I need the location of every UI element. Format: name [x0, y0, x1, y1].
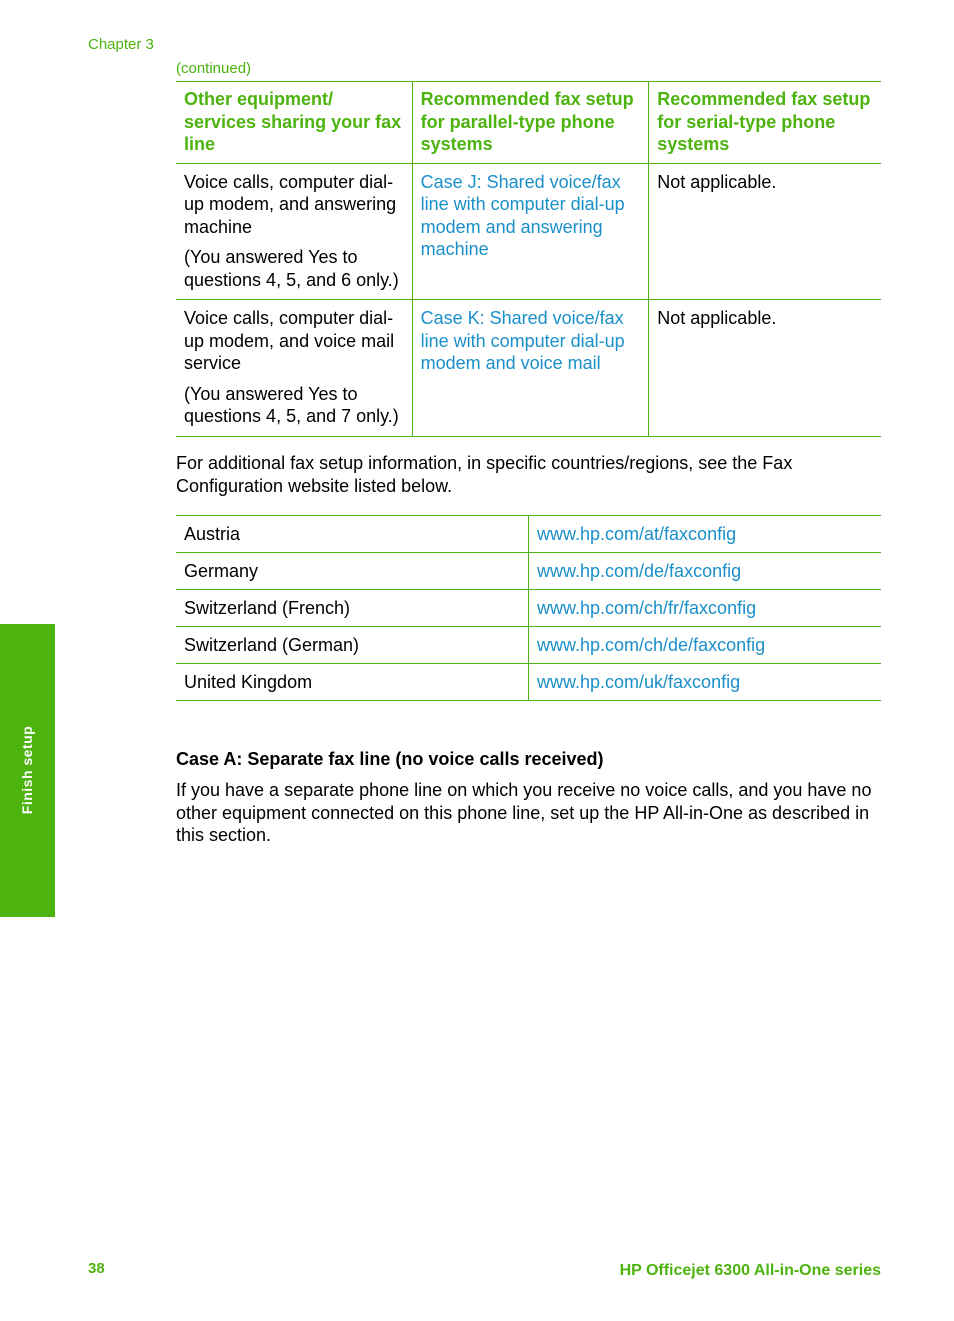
- country-cell: Germany: [176, 553, 529, 590]
- equipment-text: Voice calls, computer dial-up modem, and answering machine: [184, 171, 397, 237]
- intro-paragraph: For additional fax setup information, in specific countries/regions, see the Fax Configuration website listed below.: [176, 453, 793, 496]
- table-row: [176, 516, 881, 553]
- table-row: [176, 553, 881, 590]
- equipment-note: (You answered Yes to questions 4, 5, and 6 only.): [184, 247, 399, 290]
- fax-setup-table: [176, 81, 881, 437]
- fax-config-websites-table: [176, 515, 881, 701]
- case-k-link[interactable]: Case K: Shared voice/fax line with computer dial-up modem and voice mail: [420, 308, 625, 373]
- equipment-text: Voice calls, computer dial-up modem, and voice mail service: [184, 308, 395, 373]
- serial-cell: Not applicable.: [649, 300, 881, 437]
- table-header-row: [176, 82, 881, 164]
- column-header-equipment: Other equipment/ services sharing your fax line: [176, 82, 412, 164]
- website-link[interactable]: www.hp.com/uk/faxconfig: [529, 664, 882, 701]
- table-row: [176, 627, 881, 664]
- column-header-parallel: Recommended fax setup for parallel-type phone systems: [412, 82, 649, 164]
- chapter-label: Chapter 3: [88, 36, 154, 53]
- column-header-serial: Recommended fax setup for serial-type phone systems: [649, 82, 881, 164]
- product-name: HP Officejet 6300 All-in-One series: [619, 1262, 881, 1279]
- equipment-note: (You answered Yes to questions 4, 5, and 7 only.): [184, 383, 399, 426]
- case-j-link[interactable]: Case J: Shared voice/fax line with computer dial-up modem and answering machine: [420, 171, 625, 259]
- country-cell: Switzerland (French): [176, 590, 529, 627]
- case-a-body: If you have a separate phone line on which you receive no voice calls, and you have no other equipment connected on this phone line, set up the HP All-in-One as described in this section.: [176, 780, 872, 845]
- continued-label: (continued): [176, 60, 252, 77]
- table-row: [176, 300, 881, 437]
- table-row: [176, 664, 881, 701]
- parallel-cell: [412, 163, 649, 300]
- equipment-cell: [176, 163, 412, 300]
- website-link[interactable]: www.hp.com/ch/fr/faxconfig: [529, 590, 882, 627]
- page-number: 38: [88, 1260, 105, 1277]
- country-cell: United Kingdom: [176, 664, 529, 701]
- website-link[interactable]: www.hp.com/ch/de/faxconfig: [529, 627, 882, 664]
- table-row: [176, 163, 881, 300]
- parallel-cell: [412, 300, 649, 437]
- table-row: [176, 590, 881, 627]
- case-a-heading: Case A: Separate fax line (no voice calls received): [176, 749, 604, 769]
- website-link[interactable]: www.hp.com/at/faxconfig: [529, 516, 882, 553]
- country-cell: Austria: [176, 516, 529, 553]
- country-cell: Switzerland (German): [176, 627, 529, 664]
- side-tab-label: Finish setup: [19, 725, 35, 815]
- website-link[interactable]: www.hp.com/de/faxconfig: [529, 553, 882, 590]
- equipment-cell: [176, 300, 412, 437]
- serial-cell: Not applicable.: [649, 163, 881, 300]
